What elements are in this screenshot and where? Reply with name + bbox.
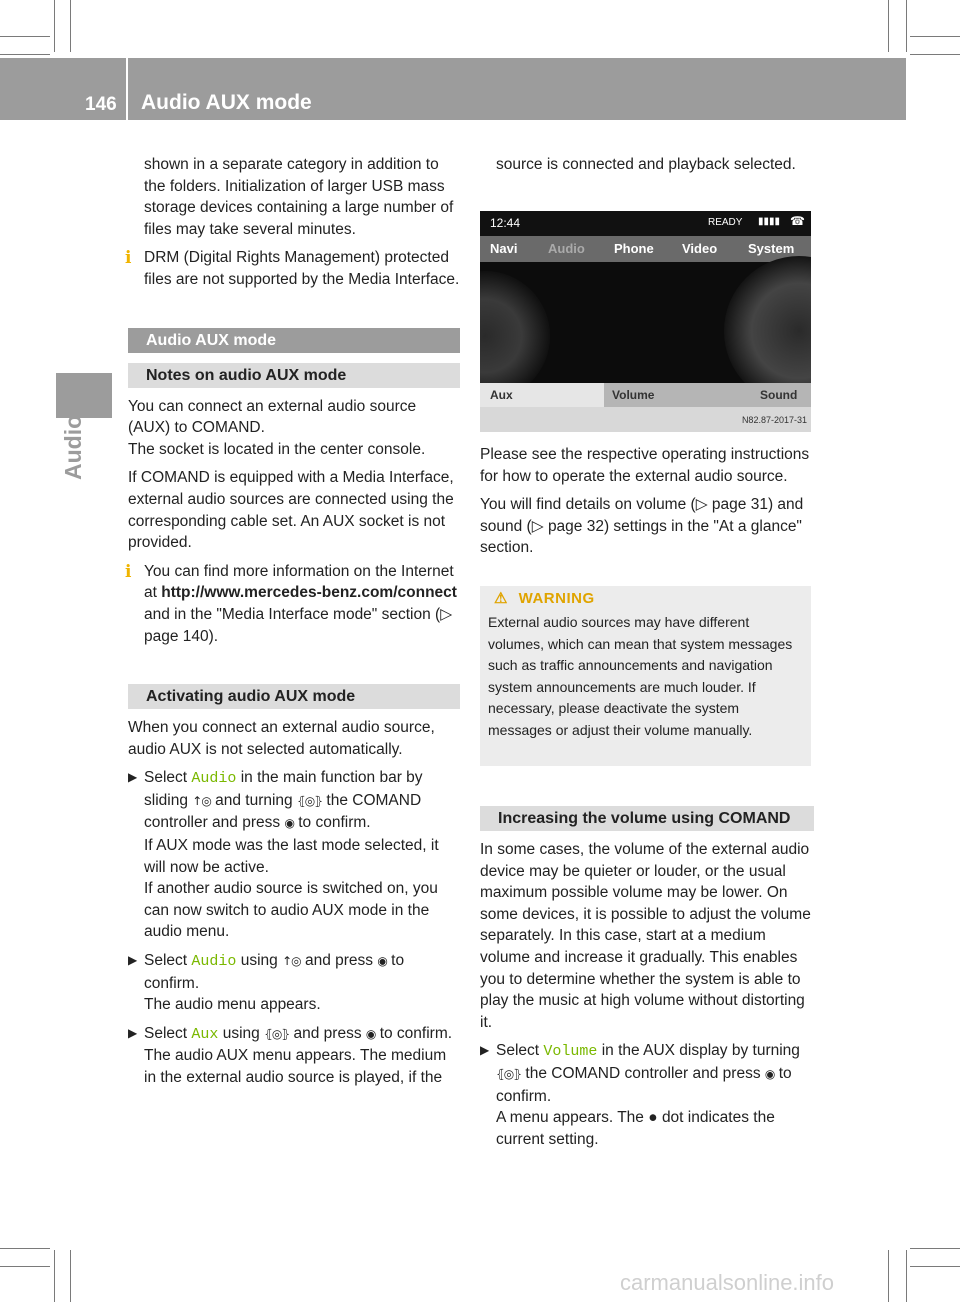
warning-box — [480, 586, 811, 766]
screen-main-menu — [480, 236, 811, 262]
continued-text: source is connected and playback selected. — [496, 156, 796, 173]
crop-mark — [54, 1250, 55, 1302]
bottom-sound: Sound — [760, 388, 798, 402]
activating-paragraph: When you connect an external audio source, audio AUX is not selected automatically. — [128, 719, 435, 758]
para-text[interactable]: page 31) and sound ( — [480, 496, 804, 535]
step-arrow-icon: ▶ — [128, 770, 138, 785]
step-select-audio — [128, 950, 460, 1016]
step-text: dot indicates the current setting. — [496, 1109, 775, 1148]
notes-heading: Notes on audio AUX mode — [128, 363, 460, 388]
notes-paragraph-2: The socket is located in the center console. — [128, 440, 426, 458]
step-text: Select — [496, 1042, 540, 1060]
volume-section — [480, 806, 814, 1157]
info-icon: i — [125, 248, 132, 269]
step-result: The audio menu appears. — [144, 996, 321, 1014]
crop-mark — [906, 1250, 907, 1302]
step-result: If AUX mode was the last mode selected, it will now be active. — [144, 837, 439, 876]
crop-mark — [54, 0, 55, 52]
step-arrow-icon: ▶ — [128, 953, 138, 968]
step-text: to confirm. — [144, 952, 405, 992]
press-controller-icon: ◉ — [377, 954, 387, 969]
page-title: Audio AUX mode — [141, 91, 312, 114]
info2-text-b: and in the "Media Interface mode" section ( — [144, 605, 441, 623]
right-column-body — [480, 444, 814, 566]
step-select-volume — [480, 1040, 814, 1150]
crop-mark — [910, 36, 960, 37]
step-text: Select — [144, 1024, 188, 1042]
crop-mark — [910, 1248, 960, 1249]
watermark: carmanualsonline.info — [620, 1270, 835, 1295]
turn-controller-icon: ⦃◎⦄ — [264, 1026, 290, 1041]
comand-screen-image — [480, 211, 811, 432]
info-icon: i — [125, 561, 132, 582]
side-tab-label: Audio — [60, 414, 86, 480]
menu-system: System — [748, 241, 795, 256]
phone-icon: ☎ — [790, 214, 805, 228]
step-text: and turning — [215, 791, 293, 809]
step-text: the COMAND controller and press — [525, 1064, 761, 1082]
step-result: If another audio source is switched on, you can now switch to audio AUX mode in the audio menu. — [144, 880, 438, 941]
info2-text-a: You can find more information on the Internet at — [144, 562, 454, 602]
warning-title-text: WARNING — [518, 590, 595, 607]
crop-mark — [0, 1248, 50, 1249]
menu-audio: Audio — [548, 241, 585, 256]
section-heading-bar: Audio AUX mode — [128, 328, 460, 353]
info-note-internet — [125, 561, 460, 647]
step-text: to confirm. — [298, 814, 371, 832]
screen-status-bar — [480, 211, 811, 236]
crop-mark — [888, 0, 889, 52]
notes-paragraph-1: You can connect an external audio source (AUX) to COMAND. — [128, 397, 417, 437]
step-text: using — [240, 952, 278, 970]
slide-up-controller-icon: ↑◎ — [282, 954, 301, 969]
step-text: and press — [304, 952, 374, 970]
step-text: A menu appears. The — [496, 1109, 644, 1127]
para-text: You will find details on volume ( — [480, 496, 696, 514]
menu-video: Video — [682, 241, 718, 256]
step-arrow-icon: ▶ — [128, 1025, 138, 1040]
info-note-drm — [125, 247, 460, 290]
signal-icon: ▮▮▮▮ — [758, 216, 781, 227]
page-ref-arrow-icon: ▷ — [695, 496, 708, 514]
after-screen-paragraph-2 — [480, 494, 814, 559]
crop-mark — [910, 1266, 960, 1267]
step-select-audio-main — [128, 767, 460, 943]
warning-triangle-icon: ⚠ — [494, 590, 508, 607]
turn-controller-icon: ⦃◎⦄ — [496, 1066, 522, 1081]
page-ref-arrow-icon: ▷ — [531, 517, 544, 535]
bottom-aux: Aux — [480, 383, 604, 407]
para-text[interactable]: page 32) settings in the "At a glance" section. — [480, 517, 802, 557]
crop-mark — [70, 0, 71, 52]
menu-keyword-volume: Volume — [543, 1043, 598, 1061]
step-select-aux — [128, 1023, 460, 1089]
screen-status: READY — [708, 217, 743, 228]
page-ref-arrow-icon: ▷ — [440, 605, 453, 623]
press-controller-icon: ◉ — [365, 1026, 376, 1041]
step-text: using — [222, 1024, 260, 1042]
bottom-volume: Volume — [612, 388, 655, 402]
crop-mark — [70, 1250, 71, 1302]
screen-bottom-bar — [480, 383, 811, 407]
step-result — [496, 1107, 814, 1150]
step-text: Select — [144, 952, 188, 970]
menu-phone: Phone — [614, 241, 654, 256]
menu-keyword-audio: Audio — [191, 953, 237, 971]
activating-heading: Activating audio AUX mode — [128, 684, 460, 709]
crop-mark — [0, 54, 50, 55]
screen-image-code-strip — [480, 407, 811, 432]
after-screen-paragraph-1: Please see the respective operating instructions for how to operate the external audio source. — [480, 446, 810, 485]
crop-mark — [906, 0, 907, 52]
header-divider — [126, 58, 128, 120]
image-code: N82.87-2017-31 — [741, 415, 807, 425]
notes-paragraph-3: If COMAND is equipped with a Media Interface, external audio sources are connected using the corresponding cable set. An AUX socket is not provided. — [128, 469, 454, 552]
menu-keyword-audio: Audio — [191, 770, 237, 788]
step-text: to confirm. — [379, 1024, 453, 1042]
press-controller-icon: ◉ — [764, 1066, 775, 1081]
page-header-bar — [0, 58, 906, 120]
menu-keyword-aux: Aux — [191, 1025, 219, 1043]
step-text: the COMAND controller and press — [144, 791, 422, 832]
step-text: in the main function bar by sliding — [144, 769, 423, 809]
screen-time: 12:44 — [490, 216, 521, 230]
warning-text: External audio sources may have different volumes, which can mean that system messages such as traffic announcements and navigation system announcements are much louder. If necessary, please deactivate the system messages or adjust their volume manually. — [488, 614, 793, 738]
slide-up-controller-icon: ↑◎ — [192, 793, 211, 808]
left-column — [125, 154, 460, 1096]
selected-dot-icon: ● — [648, 1109, 658, 1127]
internet-url[interactable]: http://www.mercedes-benz.com/connect — [161, 584, 457, 602]
volume-heading: Increasing the volume using COMAND — [480, 806, 814, 831]
turn-controller-icon: ⦃◎⦄ — [296, 793, 323, 808]
drm-note-text: DRM (Digital Rights Management) protected files are not supported by the Media Interface. — [144, 249, 460, 288]
left-speaker-graphic — [480, 271, 550, 401]
info2-page-ref[interactable]: page 140). — [144, 627, 219, 645]
right-column-intro — [480, 154, 812, 183]
step-arrow-icon: ▶ — [480, 1043, 490, 1058]
step-text: in the AUX display by turning — [601, 1042, 800, 1060]
volume-paragraph: In some cases, the volume of the external audio device may be quieter or louder, or the usual maximum possible volume may be lower. On some devices, it is possible to adjust the volume separately. In this case, start at a medium volume and increase it gradually. This enables you to determine whether the system is able to play the music at high volume without distorting it. — [480, 841, 811, 1031]
crop-mark — [910, 54, 960, 55]
step-text: to confirm. — [496, 1064, 792, 1105]
step-text: Select — [144, 769, 188, 787]
step-text: and press — [293, 1024, 362, 1042]
crop-mark — [0, 1266, 50, 1267]
intro-text: shown in a separate category in addition to the folders. Initialization of larger USB mass storage devices containing a large number of files may take several minutes. — [144, 156, 454, 238]
page-number: 146 — [85, 94, 117, 115]
crop-mark — [0, 36, 50, 37]
menu-navi: Navi — [490, 241, 518, 256]
crop-mark — [888, 1250, 889, 1302]
warning-title — [494, 588, 595, 610]
press-controller-icon: ◉ — [284, 816, 294, 831]
step-result: The audio AUX menu appears. The medium in the external audio source is played, if the — [144, 1047, 447, 1086]
